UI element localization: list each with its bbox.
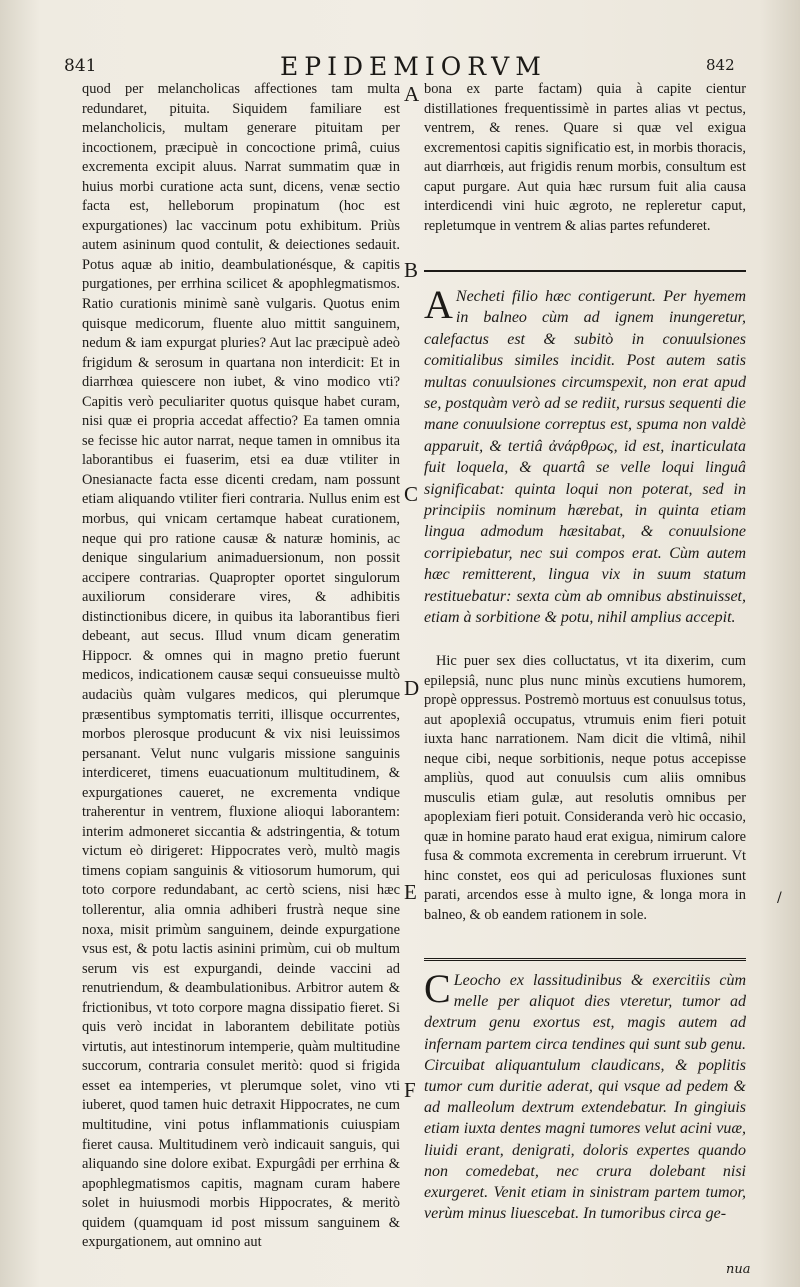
margin-letter-f: F <box>404 1078 416 1102</box>
commentary-text-2: Hic puer sex dies colluctatus, vt ita dixerim, cum epilepsiâ, nunc plus nunc minùs excutiens humorem, propè oppressus. Postremò mortuus est conuulsus totus, aut apoplexiâ occupatus, vtrumuis enim fieri potuit iuxta hanc narrationem. Nam dicit die vltimâ, nihil neque cibi, neque sorbitionis, neque potus accepisse ampliùs, quod aut conuulsis cum aliis omnibus musculis etiam gulæ, aut resolutis omnibus per apoplexiam fieri potuit. Consideranda verò hic occasio, quæ in homine parato haud erat exigua, nimirum calore fusa & commota excrementa in cerebrum irruerunt. Vt hinc constet, eos qui ad periculosas fluxiones sunt parati, arcendos esse à multo igne, & longa mora in balneo, & ob eandem rationem in sole. <box>424 653 746 923</box>
case-text-leocho-body: Leocho ex lassitudinibus & exercitiis cùm melle per aliquot dies vteretur, tumor ad dextrum genu exortus est, magis autem ad infernam partem circa tendines qui sunt sub genu. Circuibat aliquantulum claudicans, & poplitis tumor cum duritie aderat, qui vsque ad pedem & ad malleolum dextrum extendebatur. In gingiuis etiam iuxta dentes magni tumores velut acini vuæ, liuidi erant, denigrati, doloris expertes quando non comedebat, nec crura dolebant nisi exurgeret. Venit etiam in sinistram partem tumor, verùm minus liuescebat. In tumoribus circa ge- <box>424 972 746 1223</box>
margin-letter-b: B <box>404 258 419 282</box>
commentary-necheti <box>424 652 746 925</box>
section-divider-2 <box>424 958 746 961</box>
case-text-necheti-body: Necheti filio hæc contigerunt. Per hyemem in balneo cùm ad ignem inungeretur, calefactus est & subitò in conuulsiones comitialibus similes incidit. Post autem satis multas conuulsiones circumspexit, non erat apud se, postquàm verò ad se rediit, rursus sequenti die mane conuulsione correptus est, spuma non valdè apparuit, & tertiâ ἀνάρθρως, id est, inarticulata fuit loquela, & quartâ se velle loqui linguâ significabat: quinta loqui non poterat, sed in principiis nominum hærebat, in quinta etiam lingua admodum hæsitabat, & conuulsione corripiebatur, nec sui compos erat. Cùm autem hæc remitterent, lingua vix in suum statum restituebatur: sexta cùm ab omnibus abstinuisset, etiam à sorbitione & potu, nihil amplius accepit. <box>424 288 746 627</box>
running-title: EPIDEMIORVM <box>280 52 547 81</box>
case-text-necheti <box>424 282 746 629</box>
margin-letter-d: D <box>404 676 420 700</box>
margin-letter-c: C <box>404 482 419 506</box>
case-text-leocho <box>424 966 746 1224</box>
stray-mark: / <box>777 890 782 906</box>
commentary-continued <box>424 80 746 236</box>
running-header <box>0 52 800 82</box>
left-column <box>82 80 400 1253</box>
margin-letter-e: E <box>404 880 417 904</box>
catchword: nua <box>726 1262 751 1277</box>
commentary-text-1: bona ex parte factam) quia à capite cientur distillationes frequentissimè in partes alias vt pectus, ventrem, & renes. Quare si quæ vel exigua excrementosi capitis significatio est, in morbis thoracis, aut diarrhœis, aut frigidis renum morbis, consultum est caput purgare. Aut quia hæc rursum fuit alia causa interdicendi vini huic ægroto, ne repleretur caput, repletumque in ventrem & alias partes refunderet. <box>424 81 746 234</box>
page-number-left: 841 <box>64 56 97 76</box>
drop-cap-a: A <box>424 282 453 327</box>
page-number-right: 842 <box>706 56 735 74</box>
section-divider-1 <box>424 270 746 272</box>
drop-cap-c: C <box>424 966 451 1011</box>
left-column-text: quod per melancholicas affectiones tam multa redundaret, pituita. Siquidem familiare est melancholicis, multam generare pituitam per incoctionem, præcipuè in concoctione primâ, cuius excrementa excipit aluus. Narrat summatim quæ in huius morbi curatione acta sunt, dicens, venæ sectio facta est, helleborum propinatum (hoc est expurgationes) lac vaccinum potu exhibitum. Priùs autem asininum quod contulit, & deiectiones sedauit. Potus aquæ ab initio, deambulationésque, & capitis purgationes, per errhina scilicet & apophlegmatismos. Ratio curationis minimè sanè vulgaris. Quotus enim quisque medicorum, fluente aluo mittit sanguinem, nedum & iam expurgat pluries? Aut lac præcipuè adeò frigidum & serosum in quartana non interdicit: Et in diarrhœa quiescere non iubet, & vino modico vti? Capitis verò peculiariter quotus quisque habet curam, nisi quæ ei propria accedat affectio? Ea tamen omnia se fecisse hic autor narrat, neque tamen in omnibus ita laborantibus ei fuaserim, etsi ea duæ vtiliter in Onesianacte facta esse dicenti credam, nam possunt etiam aliquando vtiliter fieri contraria. Nullus enim est morbus, qui vnicam certamque habeat curationem, neque qui pro ratione causæ & naturæ hominis, ac denique singularium animaduersionum, non possit accipere contrarias. Quapropter oportet singulorum auxiliorum considerare vires, & adhibitis distinctionibus dicere, in quibus ita laborantibus fieri debeant, aut secus. Illud vnum dicam generatim Hippocr. & omnes qui in magno pretio fuerunt medicos, indicationem causæ sequi consueuisse multò audaciùs quàm vulgares medicos, qui plerumque præsentibus symptomatis territi, illisque occurrentes, morbos plerosque producunt & vix nisi leuissimos persanant. Velut nunc vulgaris missione sanguinis interdiceret, timens euacuationum multitudinem, & expurgationes caueret, ne excrementa vndique traherentur in ventrem, fluxione alioqui laborantem: interim admoneret siccantia & adstringentia, & totum victum eò dirigeret: Hippocrates verò, multò magis timens copiam sanguinis & vitiosorum humorum, qui toto corpore redundabant, ac certò sciens, nisi hæc tollerentur, alia omnia adhiberi frustrà neque sine noxa, misit primùm sanguinem, deinde expurgatione vsus est, & potu lactis asinini primùm, cui ob multum serum vis est expurgandi, deinde vaccini ad renutriendum, & deambulationibus. Arbitror autem & frictionibus, vt toto corpore magna dissipatio fieret. Si quis verò incidat in laborantem debilitate potiùs virtutis, aut intestinorum intemperie, quàm multitudine succorum, contraria consulet meritò: quod si frigida esset ea intemperies, vt plerumque solet, vino vti iuberet, quod tamen huic detraxit Hippocrates, ne cum multitudine, vini potus inflammationis cuiuspiam fieret causa. Multitudinem verò indicauit sanguis, qui aliquando sine dolore exibat. Expurgâdi per errhina & apophlegmatismos capitis, magnam curam habere solet in huiusmodi morbis Hippocrates, & meritò quidem (quamquam id post missum sanguinem & expurgationem, aut omnino aut <box>82 81 400 1251</box>
margin-letter-a: A <box>404 82 420 106</box>
